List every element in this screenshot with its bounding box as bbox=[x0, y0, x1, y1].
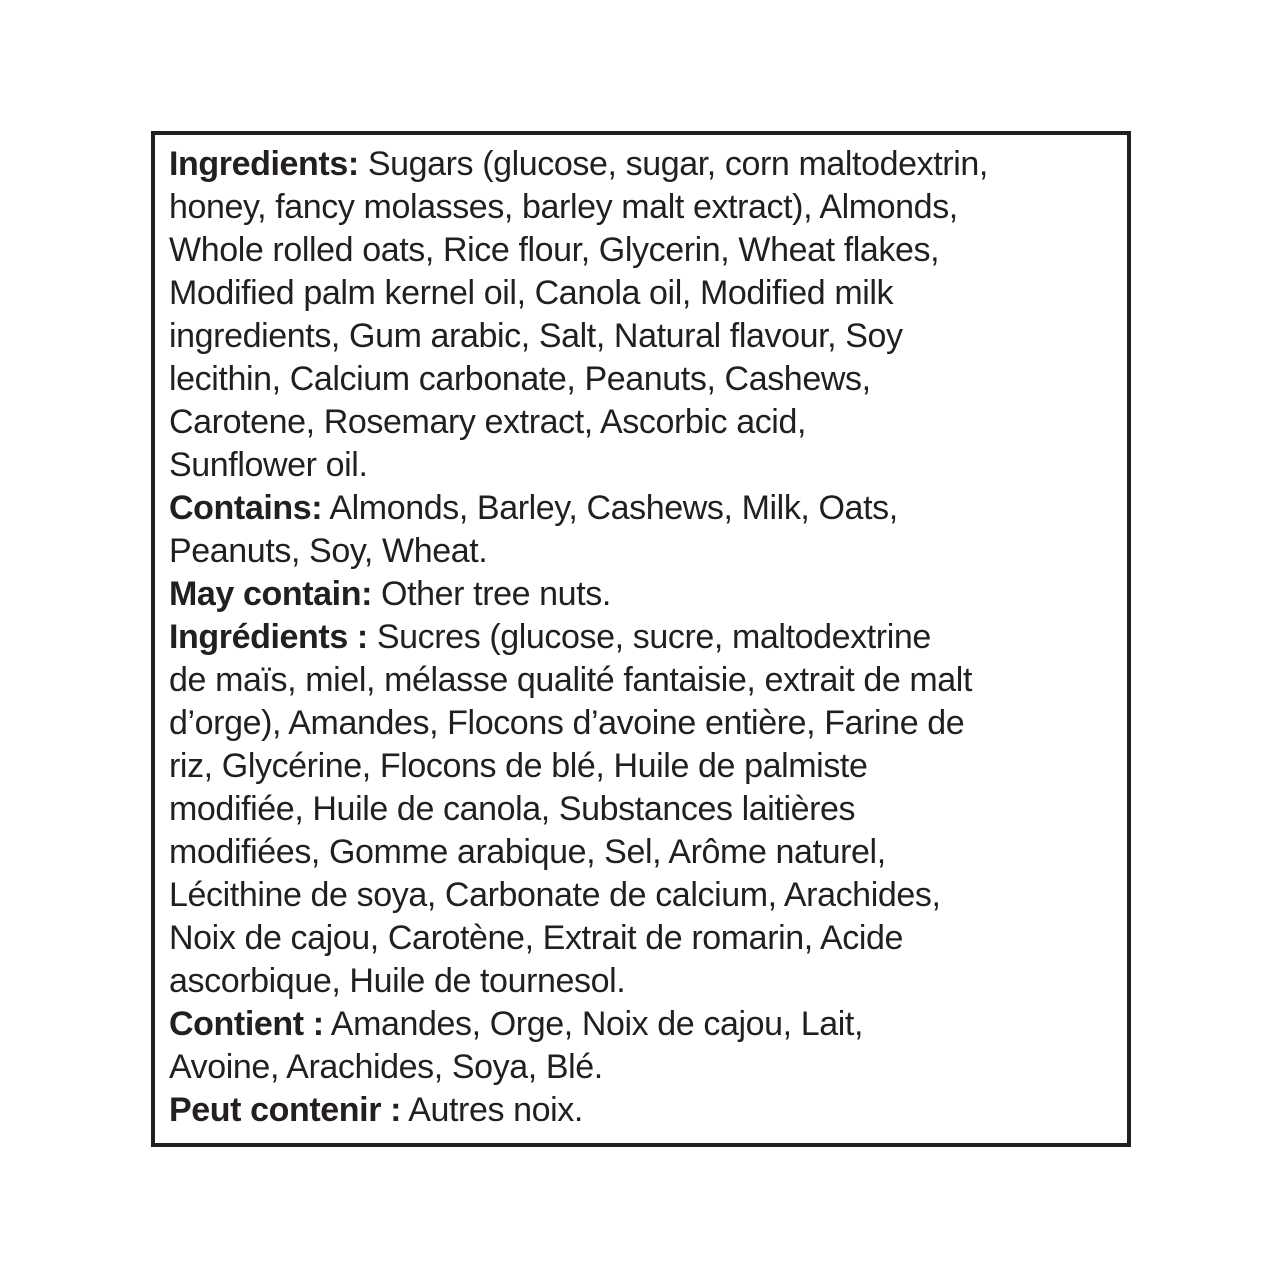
label-line: Ingredients: Sugars (glucose, sugar, corn maltodextrin, bbox=[169, 145, 988, 183]
label-line: Carotene, Rosemary extract, Ascorbic acid, bbox=[169, 403, 807, 441]
label-line: riz, Glycérine, Flocons de blé, Huile de palmiste bbox=[169, 747, 868, 785]
label-line: Contains: Almonds, Barley, Cashews, Milk, Oats, bbox=[169, 489, 898, 527]
label-line: de maïs, miel, mélasse qualité fantaisie, extrait de malt bbox=[169, 661, 973, 699]
label-line: Peanuts, Soy, Wheat. bbox=[169, 532, 488, 570]
label-line: Modified palm kernel oil, Canola oil, Modified milk bbox=[169, 274, 894, 312]
label-line: Lécithine de soya, Carbonate de calcium, Arachides, bbox=[169, 876, 941, 914]
label-line: d’orge), Amandes, Flocons d’avoine entière, Farine de bbox=[169, 704, 965, 742]
label-line: Peut contenir : Autres noix. bbox=[169, 1091, 583, 1129]
label-line: Ingrédients : Sucres (glucose, sucre, maltodextrine bbox=[169, 618, 931, 656]
label-line: honey, fancy molasses, barley malt extract), Almonds, bbox=[169, 188, 958, 226]
label-line: May contain: Other tree nuts. bbox=[169, 575, 611, 613]
section-label: Ingredients: bbox=[169, 145, 359, 183]
ingredient-label-box bbox=[151, 131, 1131, 1147]
label-line: Noix de cajou, Carotène, Extrait de romarin, Acide bbox=[169, 919, 904, 957]
label-line: lecithin, Calcium carbonate, Peanuts, Cashews, bbox=[169, 360, 871, 398]
section-label: Peut contenir : bbox=[169, 1091, 402, 1129]
label-line: modifiées, Gomme arabique, Sel, Arôme naturel, bbox=[169, 833, 886, 871]
section-label: Contient : bbox=[169, 1005, 324, 1043]
section-label: May contain: bbox=[169, 575, 373, 613]
label-line: modifiée, Huile de canola, Substances laitières bbox=[169, 790, 856, 828]
section-label: Contains: bbox=[169, 489, 323, 527]
label-line: Avoine, Arachides, Soya, Blé. bbox=[169, 1048, 603, 1086]
label-line: Whole rolled oats, Rice flour, Glycerin, Wheat flakes, bbox=[169, 231, 940, 269]
label-line: Contient : Amandes, Orge, Noix de cajou, Lait, bbox=[169, 1005, 863, 1043]
label-line: ingredients, Gum arabic, Salt, Natural flavour, Soy bbox=[169, 317, 903, 355]
label-line: Sunflower oil. bbox=[169, 446, 368, 484]
section-label: Ingrédients : bbox=[169, 618, 368, 656]
ingredient-label-text bbox=[169, 143, 1113, 1132]
label-line: ascorbique, Huile de tournesol. bbox=[169, 962, 626, 1000]
